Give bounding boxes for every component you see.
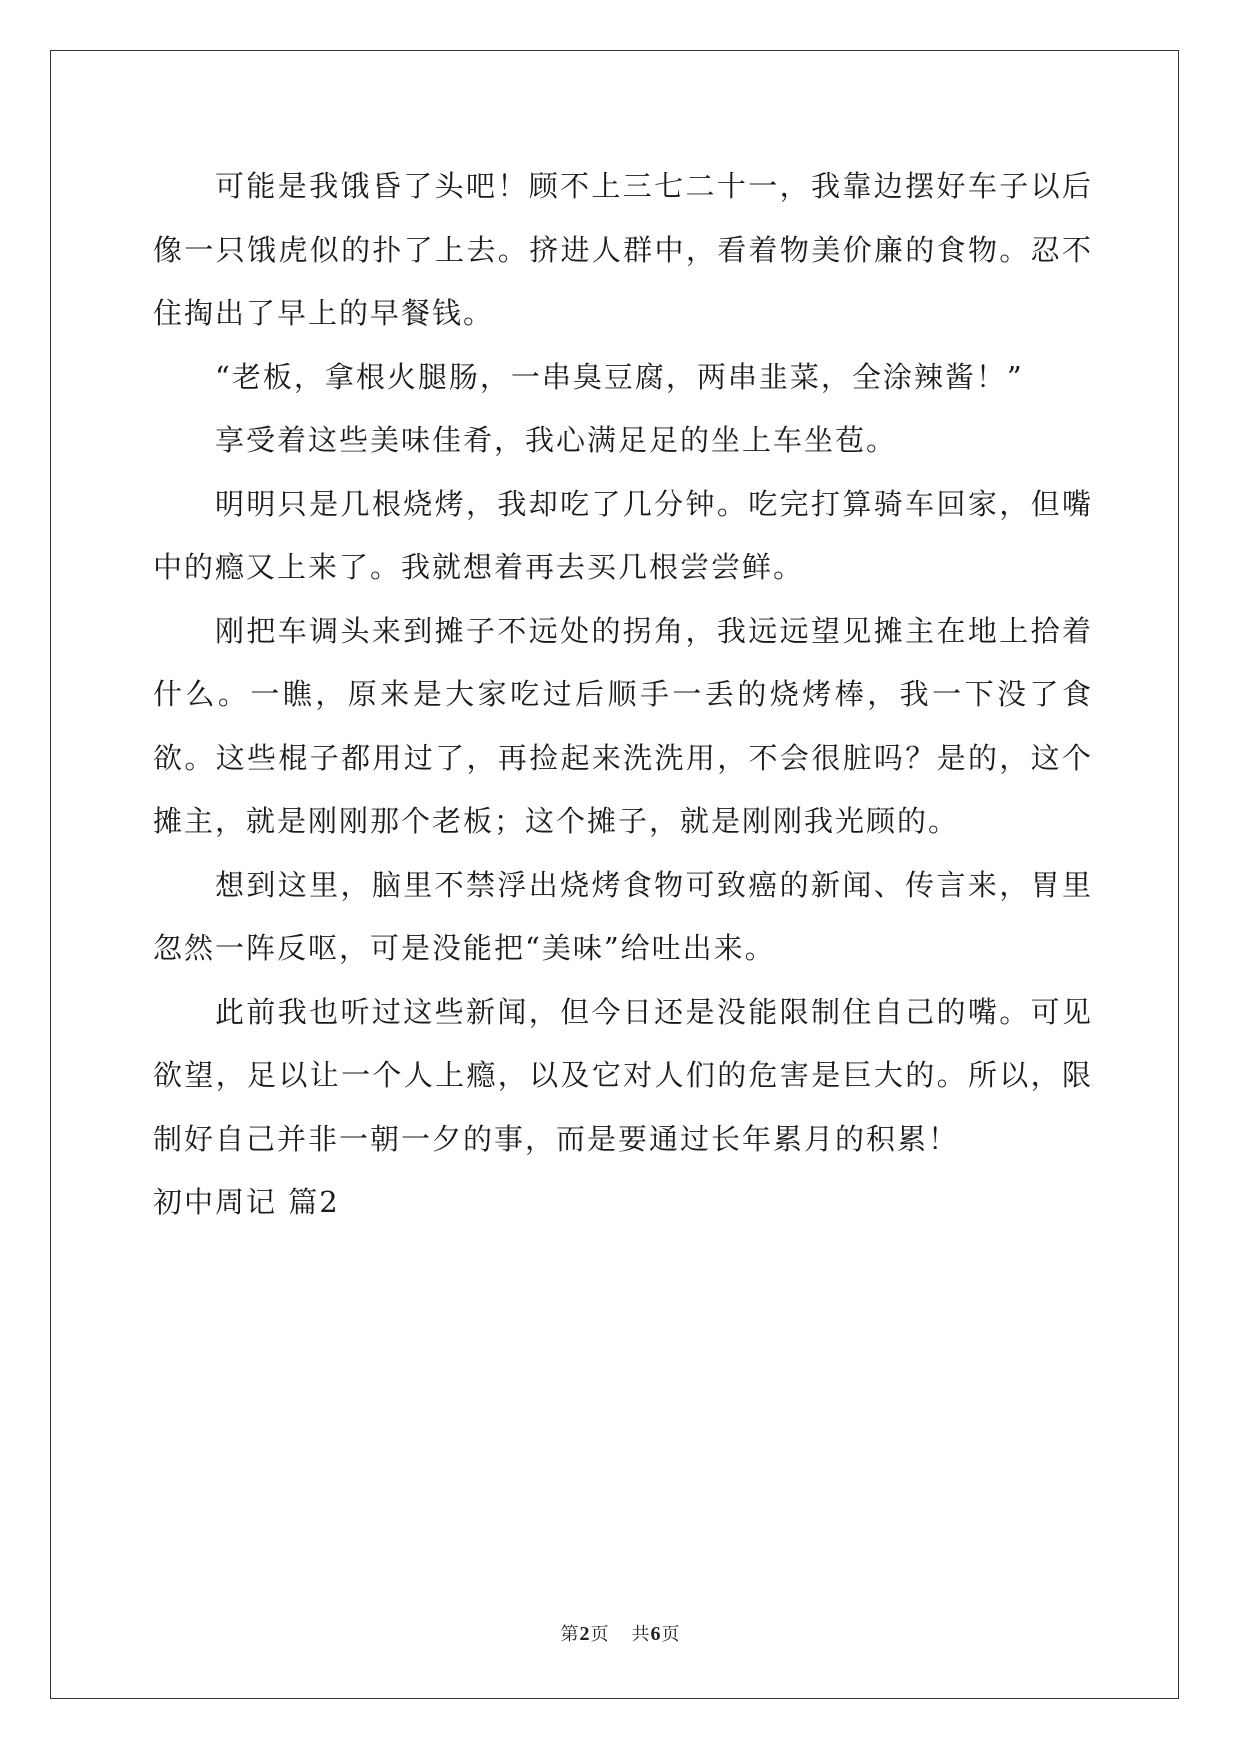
paragraph: 明明只是几根烧烤，我却吃了几分钟。吃完打算骑车回家，但嘴中的瘾又上来了。我就想着再去买几根尝尝鲜。: [153, 486, 1093, 584]
paragraph: 享受着这些美味佳肴，我心满足足的坐上车坐苞。: [215, 423, 898, 457]
paragraph: 此前我也听过这些新闻，但今日还是没能限制住自己的嘴。可见欲望，足以让一个人上瘾，以及它对人们的危害是巨大的。所以，限制好自己并非一朝一夕的事，而是要通过长年累月的积累！: [153, 994, 1093, 1156]
total-prefix: 共: [631, 1624, 651, 1645]
page-total-number: 6: [650, 1623, 662, 1645]
section-heading: 初中周记 篇2: [153, 1185, 340, 1219]
paragraph: 可能是我饿昏了头吧！顾不上三七二十一，我靠边摆好车子以后像一只饿虎似的扑了上去。挤进人群中，看着物美价廉的食物。忍不住掏出了早上的早餐钱。: [153, 169, 1093, 330]
page-suffix: 页: [590, 1624, 610, 1645]
paragraph: 刚把车调头来到摊子不远处的拐角，我远远望见摊主在地上拾着什么。一瞧，原来是大家吃过后顺手一丢的烧烤棒，我一下没了食欲。这些棍子都用过了，再捡起来洗洗用，不会很脏吗？是的，这个摊主，就是刚刚那个老板；这个摊子，就是刚刚我光顾的。: [153, 613, 1093, 838]
page-current-number: 2: [579, 1623, 591, 1645]
page-prefix: 第: [560, 1624, 580, 1645]
page-footer: [0, 1620, 1241, 1646]
document-body: [153, 155, 1093, 1235]
paragraph: 想到这里，脑里不禁浮出烧烤食物可致癌的新闻、传言来，胃里忽然一阵反呕，可是没能把“美味”给吐出来。: [153, 867, 1093, 965]
total-suffix: 页: [661, 1624, 681, 1645]
paragraph: “老板，拿根火腿肠，一串臭豆腐，两串韭菜，全涂辣酱！”: [215, 359, 1024, 394]
